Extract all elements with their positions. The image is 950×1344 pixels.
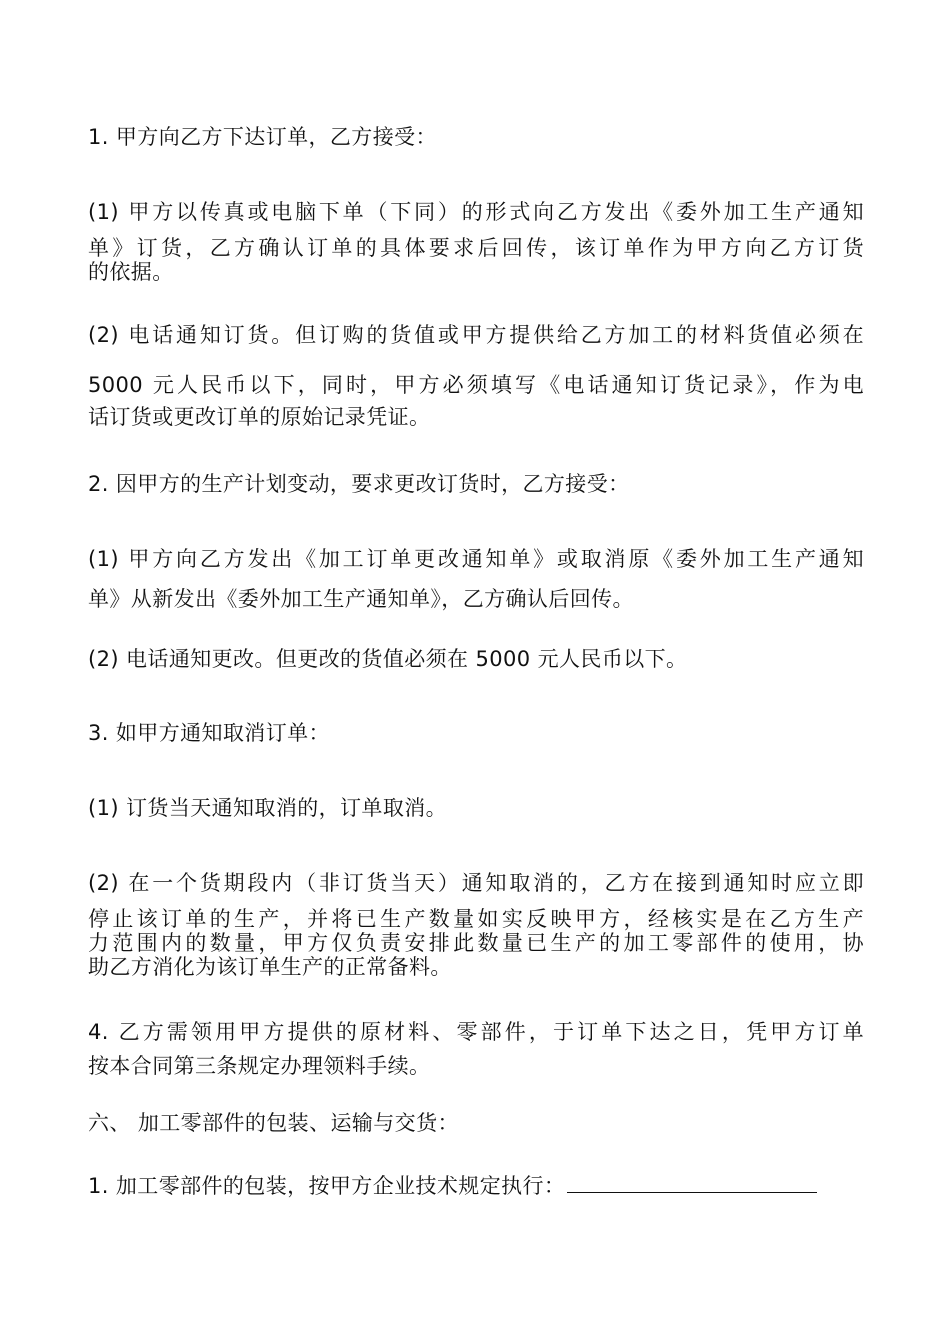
clause-3-1-paragraph (88, 794, 864, 822)
text-line: 3. 如甲方通知取消订单： (88, 721, 330, 745)
text-line: 力范围内的数量，甲方仅负责安排此数量已生产的加工零部件的使用，协 (88, 931, 864, 955)
text-line: (2) 电话通知订货。但订购的货值或甲方提供给乙方加工的材料货值必须在 (88, 323, 864, 347)
text-line: 4. 乙方需领用甲方提供的原材料、零部件，于订单下达之日，凭甲方订单 (88, 1020, 864, 1044)
text-line: (1) 订货当天通知取消的，订单取消。 (88, 796, 448, 820)
text-line: (2) 电话通知更改。但更改的货值必须在 5000 元人民币以下。 (88, 647, 688, 671)
text-line: 5000 元人民币以下，同时，甲方必须填写《电话通知订货记录》，作为电 (88, 373, 864, 397)
text-line: 单》订货，乙方确认订单的具体要求后回传，该订单作为甲方向乙方订货 (88, 236, 864, 260)
clause-3-2-paragraph (88, 869, 864, 981)
clause-2-2-paragraph (88, 645, 864, 673)
clause-text: 1. 加工零部件的包装，按甲方企业技术规定执行： (88, 1174, 566, 1198)
text-line: 按本合同第三条规定办理领料手续。 (88, 1054, 431, 1078)
clause-1-2-paragraph (88, 321, 864, 431)
clause-3-paragraph (88, 719, 864, 747)
text-line: 停止该订单的生产，并将已生产数量如实反映甲方，经核实是在乙方生产 (88, 907, 864, 931)
text-line: (1) 甲方向乙方发出《加工订单更改通知单》或取消原《委外加工生产通知 (88, 547, 864, 571)
section-6-heading (88, 1109, 864, 1137)
clause-4-paragraph (88, 1018, 864, 1080)
text-line (88, 1170, 864, 1200)
text-line: 六、 加工零部件的包装、运输与交货： (88, 1111, 459, 1135)
text-line: 话订货或更改订单的原始记录凭证。 (88, 405, 431, 429)
fill-in-blank[interactable] (567, 1170, 817, 1193)
text-line: 1. 甲方向乙方下达订单，乙方接受： (88, 125, 437, 149)
clause-2-paragraph (88, 470, 864, 498)
text-line: 单》从新发出《委外加工生产通知单》，乙方确认后回传。 (88, 587, 634, 611)
text-line: 2. 因甲方的生产计划变动，要求更改订货时，乙方接受： (88, 472, 630, 496)
text-line: 助乙方消化为该订单生产的正常备料。 (88, 955, 452, 979)
section-6-clause-1-paragraph (88, 1170, 864, 1200)
clause-2-1-paragraph (88, 545, 864, 613)
text-line: 的依据。 (88, 260, 174, 284)
clause-1-paragraph (88, 123, 864, 151)
text-line: (2) 在一个货期段内（非订货当天）通知取消的，乙方在接到通知时应立即 (88, 871, 864, 895)
text-line: (1) 甲方以传真或电脑下单（下同）的形式向乙方发出《委外加工生产通知 (88, 200, 864, 224)
clause-1-1-paragraph (88, 198, 864, 286)
